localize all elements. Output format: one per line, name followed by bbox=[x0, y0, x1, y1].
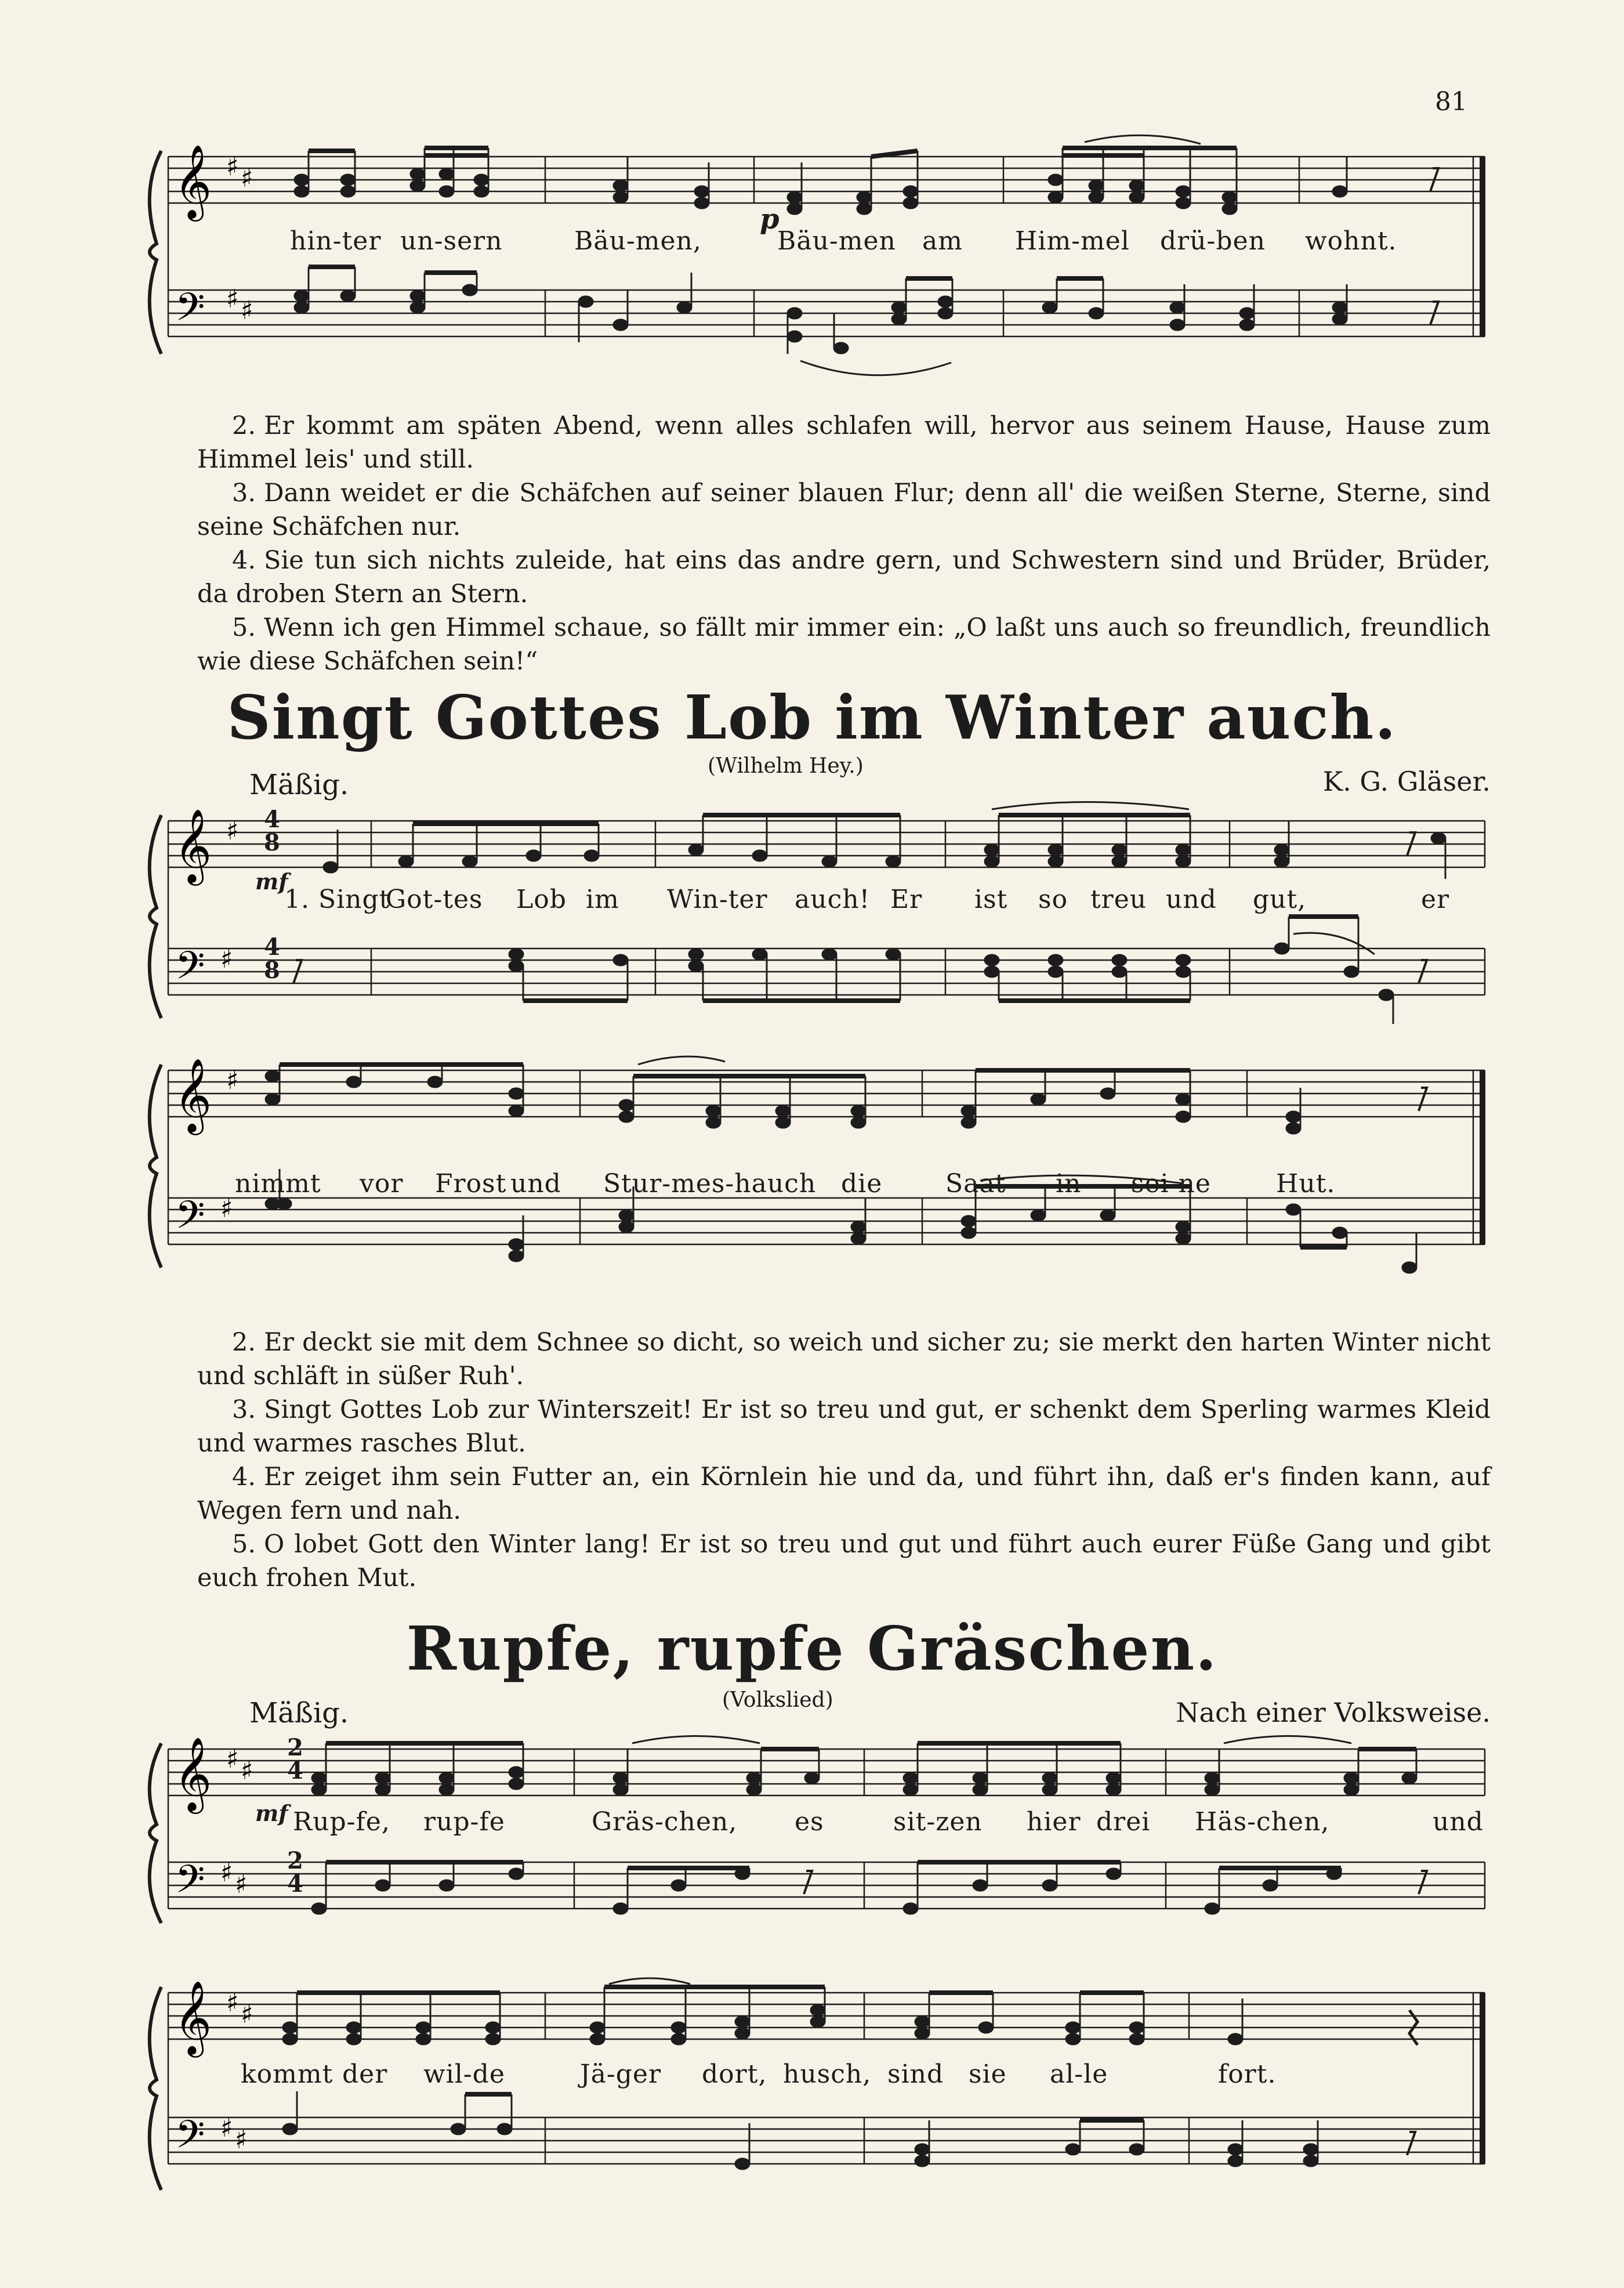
lyric-syllable: Stur-mes-hauch bbox=[603, 1169, 817, 1199]
tempo-marking: Mäßig. bbox=[249, 1697, 349, 1729]
lyrics-row bbox=[145, 885, 1491, 919]
verse: 5. O lobet Gott den Winter lang! Er ist so treu und gut und führt auch eurer Füße Gang und gibt euch frohen Mut. bbox=[197, 1530, 1491, 1592]
lyric-syllable: im bbox=[586, 885, 619, 914]
lyric-syllable: Frost bbox=[435, 1169, 507, 1199]
lyric-syllable: Rup-fe, bbox=[293, 1807, 390, 1837]
song-title: Singt Gottes Lob im Winter auch. bbox=[227, 682, 1397, 753]
lyric-syllable: rup-fe bbox=[423, 1807, 505, 1837]
svg-text:♯: ♯ bbox=[226, 816, 239, 846]
svg-text:♯: ♯ bbox=[226, 1988, 239, 2018]
composer-credit: Nach einer Volksweise. bbox=[1176, 1697, 1491, 1728]
lyric-syllable: vor bbox=[360, 1169, 404, 1199]
lyricist-credit: (Wilhelm Hey.) bbox=[708, 754, 864, 778]
svg-text:𝄞: 𝄞 bbox=[174, 1736, 212, 1811]
svg-text:♯: ♯ bbox=[241, 164, 253, 193]
lyrics-row bbox=[145, 1169, 1491, 1204]
svg-text:♯: ♯ bbox=[226, 1744, 239, 1774]
svg-text:𝄞: 𝄞 bbox=[174, 1058, 212, 1132]
lyric-syllable: am bbox=[922, 226, 963, 256]
time-signature-bass: 4 8 bbox=[264, 933, 280, 984]
dynamic-marking: mf bbox=[255, 868, 288, 895]
time-signature-treble: 2 4 bbox=[287, 1734, 303, 1784]
lyric-syllable: sei-ne bbox=[1131, 1169, 1211, 1199]
svg-text:♯: ♯ bbox=[220, 1858, 233, 1888]
dynamic-marking: p bbox=[760, 203, 780, 236]
lyric-syllable: wil-de bbox=[423, 2059, 505, 2089]
verses-song2 bbox=[197, 1326, 1491, 1595]
lyric-syllable: Win-ter bbox=[667, 885, 768, 914]
lyric-syllable: und bbox=[510, 1169, 561, 1199]
lyric-syllable: nimmt bbox=[235, 1169, 321, 1199]
lyric-syllable: auch! bbox=[795, 885, 871, 914]
lyric-syllable: husch, bbox=[783, 2059, 872, 2089]
lyric-syllable: sind bbox=[887, 2059, 944, 2089]
lyric-syllable: in bbox=[1056, 1169, 1082, 1199]
svg-text:♯: ♯ bbox=[226, 284, 239, 314]
svg-text:♯: ♯ bbox=[220, 1194, 233, 1223]
lyric-syllable: al-le bbox=[1050, 2059, 1108, 2089]
time-signature-treble: 4 8 bbox=[264, 806, 280, 856]
lyric-syllable: der bbox=[342, 2059, 388, 2089]
verse: 3. Singt Gottes Lob zur Winterszeit! Er ist so treu und gut, er schenkt dem Sperling warmes Kleid und warmes rasches Blut. bbox=[197, 1395, 1491, 1458]
lyric-syllable: und bbox=[1166, 885, 1217, 914]
score-system-song3-line1 bbox=[145, 1732, 1491, 1941]
lyric-syllable: hier bbox=[1027, 1807, 1081, 1837]
svg-text:𝄞: 𝄞 bbox=[174, 808, 212, 882]
lyrics-row bbox=[145, 2059, 1491, 2094]
score-staves bbox=[145, 1053, 1491, 1279]
lyric-syllable: sit-zen bbox=[893, 1807, 983, 1837]
lyric-syllable: Bäu-men bbox=[777, 226, 896, 256]
lyric-syllable: Him-mel bbox=[1015, 226, 1130, 256]
svg-text:𝄢: 𝄢 bbox=[175, 1193, 205, 1247]
svg-text:♯: ♯ bbox=[235, 1870, 248, 1899]
lyric-syllable: sie bbox=[969, 2059, 1007, 2089]
lyric-syllable: Er bbox=[890, 885, 923, 914]
svg-text:♯: ♯ bbox=[220, 2113, 233, 2143]
dynamic-marking: mf bbox=[255, 1800, 288, 1826]
score-system-song1-end bbox=[145, 133, 1491, 371]
svg-text:♯: ♯ bbox=[226, 1066, 239, 1095]
verse: 2. Er kommt am späten Abend, wenn alles schlafen will, hervor aus seinem Hause, Hause zum Himmel leis' und still. bbox=[197, 411, 1491, 474]
svg-text:𝄞: 𝄞 bbox=[174, 1980, 212, 2054]
lyric-syllable: un-sern bbox=[400, 226, 503, 256]
svg-text:𝄢: 𝄢 bbox=[175, 2112, 205, 2166]
lyrics-row bbox=[145, 226, 1491, 261]
tempo-marking: Mäßig. bbox=[249, 769, 349, 801]
lyric-syllable: er bbox=[1421, 885, 1450, 914]
svg-text:♯: ♯ bbox=[241, 1756, 253, 1786]
time-signature-bass: 2 4 bbox=[287, 1847, 303, 1898]
lyric-syllable: Hut. bbox=[1276, 1169, 1336, 1199]
lyric-syllable: gut, bbox=[1253, 885, 1307, 914]
svg-text:𝄢: 𝄢 bbox=[175, 1857, 205, 1911]
lyric-syllable: es bbox=[795, 1807, 824, 1837]
lyric-syllable: so bbox=[1038, 885, 1068, 914]
lyric-syllable: 1. Singt bbox=[284, 885, 390, 914]
svg-text:♯: ♯ bbox=[220, 944, 233, 974]
verses-song1 bbox=[197, 409, 1491, 678]
page-number: 81 bbox=[1435, 87, 1467, 117]
svg-text:𝄢: 𝄢 bbox=[175, 285, 205, 339]
svg-text:♯: ♯ bbox=[235, 2125, 248, 2155]
lyric-syllable: Gräs-chen, bbox=[592, 1807, 738, 1837]
lyric-syllable: fort. bbox=[1218, 2059, 1277, 2089]
lyric-syllable: ist bbox=[974, 885, 1008, 914]
song-title: Rupfe, rupfe Gräschen. bbox=[406, 1613, 1218, 1684]
lyric-syllable: Got-tes bbox=[386, 885, 483, 914]
score-system-song3-line2 bbox=[145, 1975, 1491, 2207]
score-system-song2-line2 bbox=[145, 1053, 1491, 1279]
svg-text:♯: ♯ bbox=[226, 152, 239, 182]
lyric-syllable: wohnt. bbox=[1305, 226, 1397, 256]
lyric-syllable: kommt bbox=[241, 2059, 334, 2089]
verse: 2. Er deckt sie mit dem Schnee so dicht, so weich und sicher zu; sie merkt den harten Winter nicht und schläft in süßer Ruh'. bbox=[197, 1328, 1491, 1391]
composer-credit: K. G. Gläser. bbox=[1322, 766, 1491, 797]
verse: 4. Sie tun sich nichts zuleide, hat eins das andre gern, und Schwestern sind und Brüder, Brüder, da droben Stern an Stern. bbox=[197, 546, 1491, 609]
verse: 3. Dann weidet er die Schäfchen auf seiner blauen Flur; denn all' die weißen Sterne, Sterne, sind seine Schäfchen nur. bbox=[197, 479, 1491, 541]
lyric-syllable: hin-ter bbox=[290, 226, 382, 256]
svg-text:♯: ♯ bbox=[241, 2000, 253, 2029]
lyric-syllable: Saat bbox=[945, 1169, 1006, 1199]
lyrics-row bbox=[145, 1807, 1491, 1842]
lyricist-credit: (Volkslied) bbox=[722, 1688, 833, 1712]
lyric-syllable: Häs-chen, bbox=[1195, 1807, 1330, 1837]
lyric-syllable: Lob bbox=[516, 885, 567, 914]
verse: 4. Er zeiget ihm sein Futter an, ein Körnlein hie und da, und führt ihn, daß er's finden kann, auf Wegen fern und nah. bbox=[197, 1462, 1491, 1525]
verse: 5. Wenn ich gen Himmel schaue, so fällt mir immer ein: „O laßt uns auch so freundlich, freundlich wie diese Schäfchen sein!“ bbox=[197, 613, 1491, 676]
lyric-syllable: Bäu-men, bbox=[574, 226, 702, 256]
lyric-syllable: drei bbox=[1096, 1807, 1151, 1837]
lyric-syllable: die bbox=[841, 1169, 883, 1199]
lyric-syllable: drü-ben bbox=[1160, 226, 1266, 256]
svg-text:𝄞: 𝄞 bbox=[174, 144, 212, 218]
lyric-syllable: Jä-ger bbox=[580, 2059, 661, 2089]
svg-text:♯: ♯ bbox=[241, 296, 253, 325]
score-system-song2-line1 bbox=[145, 803, 1491, 1030]
svg-text:𝄢: 𝄢 bbox=[175, 943, 205, 997]
lyric-syllable: dort, bbox=[702, 2059, 767, 2089]
lyric-syllable: treu bbox=[1090, 885, 1147, 914]
lyric-syllable: und bbox=[1433, 1807, 1484, 1837]
